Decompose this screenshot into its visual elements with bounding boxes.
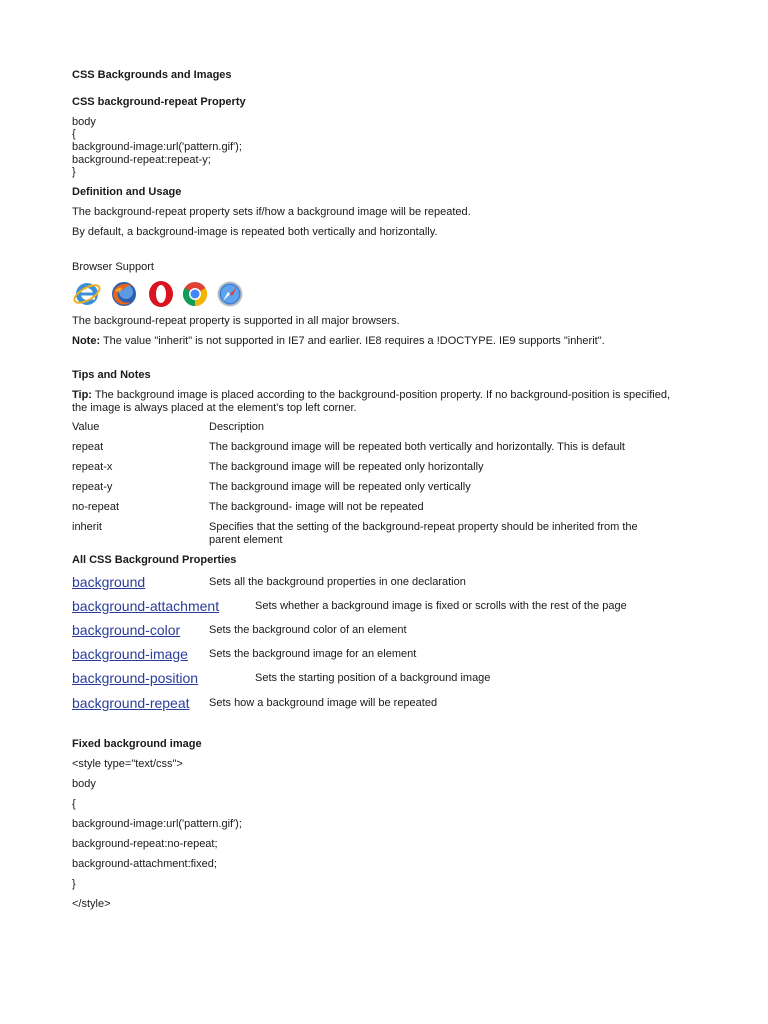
firefox-icon [109,279,139,309]
property-link-background-attachment[interactable]: background-attachment [72,598,220,614]
table-cell-description: Specifies that the setting of the background-repeat property should be inherited from the parent element [209,521,638,546]
property-description: Sets whether a background image is fixed or scrolls with the rest of the page [255,600,627,612]
property-link-background-position[interactable]: background-position [72,670,199,686]
browser-note [72,335,605,348]
code-line: background-image:url('pattern.gif'); [72,818,242,830]
code-line: } [72,878,76,890]
code-line: { [72,798,76,810]
code-line: </style> [72,898,111,910]
code-line: body [72,116,96,128]
table-cell-description: The background image will be repeated only horizontally [209,461,484,473]
tips-heading: Tips and Notes [72,369,151,381]
property-description: Sets how a background image will be repeated [209,697,438,709]
code-line: } [72,166,76,178]
property-description: Sets the background image for an element [209,648,417,660]
note-text: The value "inherit" is not supported in IE7 and earlier. IE8 requires a !DOCTYPE. IE9 supports "inherit". [100,335,605,347]
code-line: <style type="text/css"> [72,758,183,770]
code-line: background-repeat:no-repeat; [72,838,218,850]
all-properties-heading: All CSS Background Properties [72,554,237,566]
code-line: body [72,778,96,790]
tip-label: Tip: [72,389,92,401]
code-line: background-image:url('pattern.gif'); [72,141,242,153]
definition-heading: Definition and Usage [72,186,182,198]
table-cell-value: no-repeat [72,501,120,513]
note-label: Note: [72,335,101,347]
browser-support-text: The background-repeat property is supported in all major browsers. [72,315,400,327]
list-item [72,573,692,593]
property-link-background-image[interactable]: background-image [72,646,188,662]
table-header-value: Value [72,421,100,433]
tip-text: The background image is placed according to the background-position property. If no background-position is specified, the image is always placed at the element's top left corner. [72,389,671,414]
table-cell-value: repeat-x [72,461,113,473]
code-line: background-repeat:repeat-y; [72,154,211,166]
table-cell-description: The background image will be repeated only vertically [209,481,471,493]
definition-paragraph-2: By default, a background-image is repeated both vertically and horizontally. [72,226,438,238]
tip-paragraph [72,389,672,415]
property-link-background-color[interactable]: background-color [72,622,181,638]
property-description: Sets the starting position of a background image [255,672,491,684]
code-line: { [72,128,76,140]
definition-paragraph-1: The background-repeat property sets if/how a background image will be repeated. [72,206,471,218]
safari-icon [215,279,245,309]
fixed-background-heading: Fixed background image [72,738,202,750]
section-heading-repeat-property: CSS background-repeat Property [72,96,246,108]
list-item [72,645,692,665]
browser-support-heading: Browser Support [72,261,154,273]
code-line: background-attachment:fixed; [72,858,217,870]
browser-icons [72,279,252,311]
list-item [72,621,692,641]
table-cell-value: repeat [72,441,104,453]
list-item [72,694,692,714]
property-description: Sets the background color of an element [209,624,407,636]
opera-icon [146,279,176,309]
table-cell-value: inherit [72,521,102,533]
list-item [72,597,692,617]
chrome-icon [180,279,210,309]
property-link-background-repeat[interactable]: background-repeat [72,695,190,711]
table-header-description: Description [209,421,265,433]
table-cell-value: repeat-y [72,481,113,493]
property-description: Sets all the background properties in one declaration [209,576,466,588]
list-item [72,669,692,689]
table-cell-description: The background- image will not be repeated [209,501,424,513]
property-link-background[interactable]: background [72,574,146,590]
internet-explorer-icon [72,279,102,309]
table-cell-description: The background image will be repeated both vertically and horizontally. This is default [209,441,625,453]
page-title: CSS Backgrounds and Images [72,69,232,81]
